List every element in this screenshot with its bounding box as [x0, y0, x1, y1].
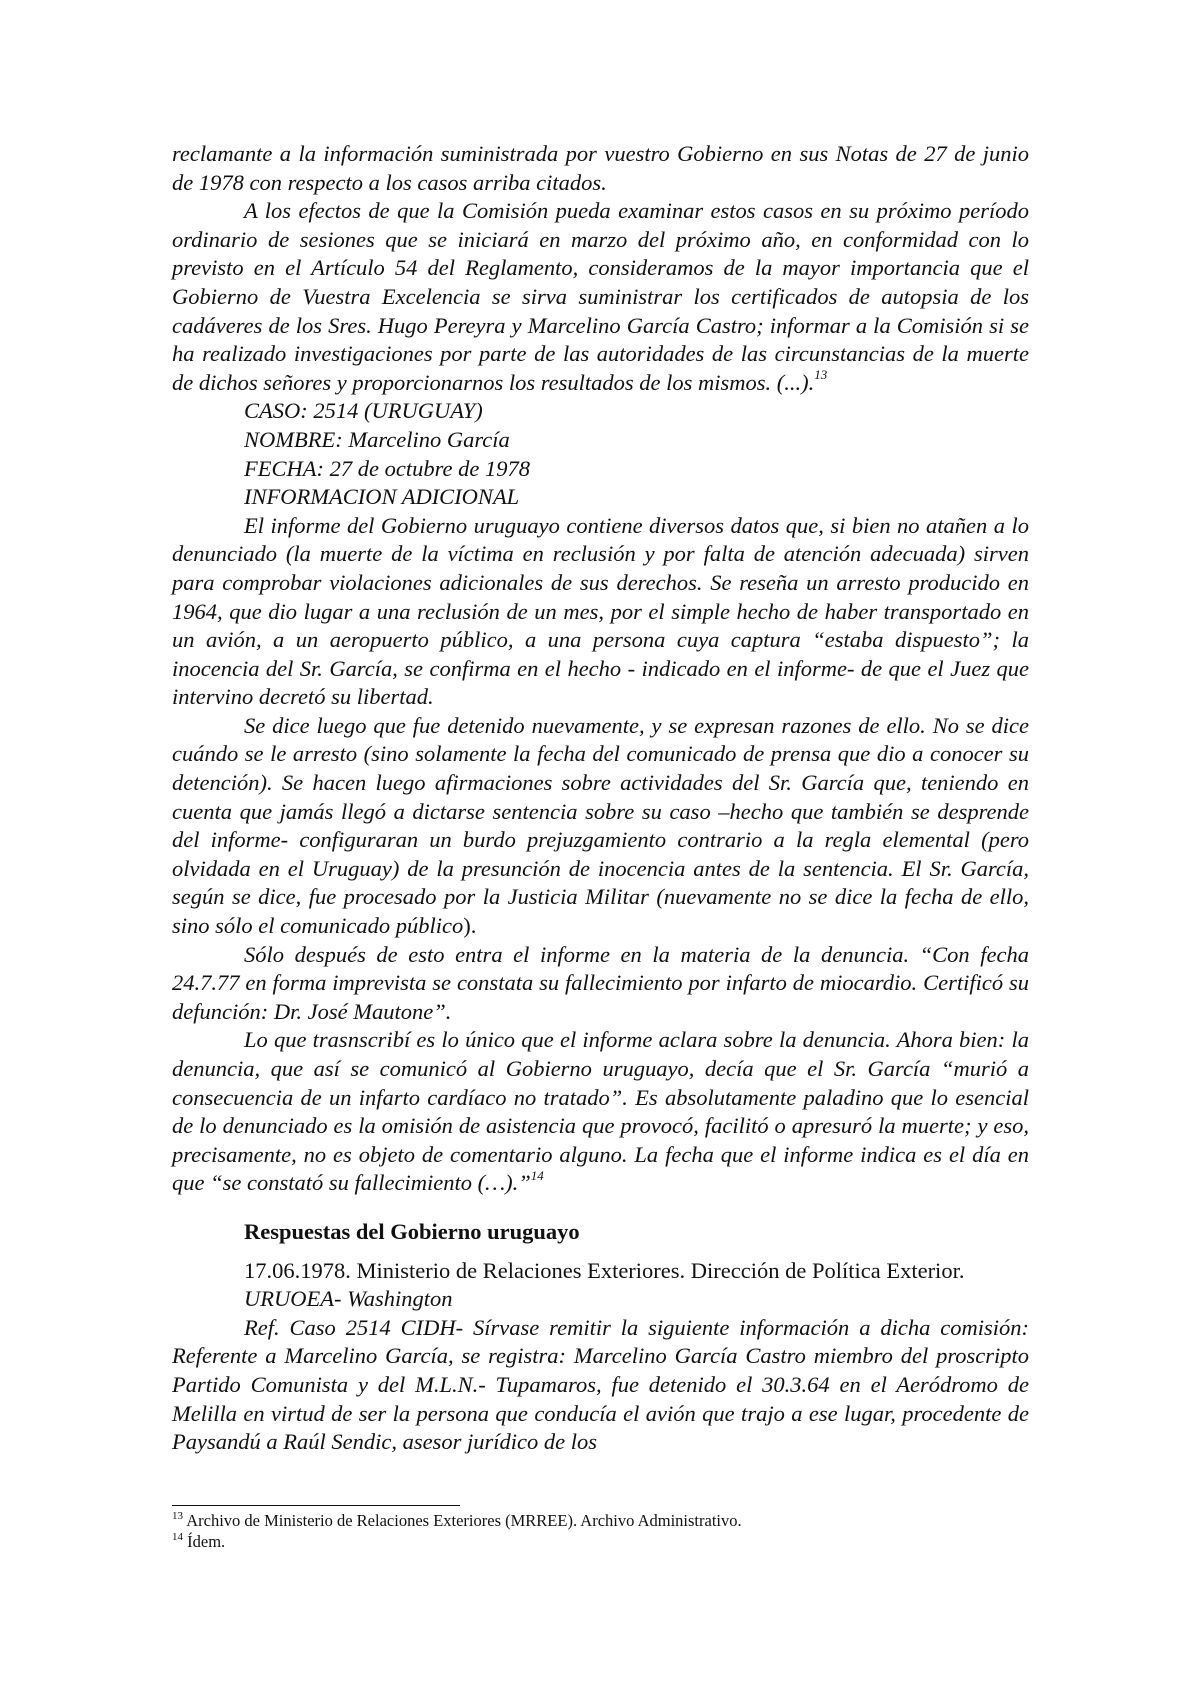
paragraph: Lo que trasnscribí es lo único que el informe aclara sobre la denuncia. Ahora bien: la denuncia, que así se comunicó al Gobierno uruguayo, decía que el Sr. García “murió a consecuencia de un infarto cardíaco no tratado”. Es absolutamente paladino que lo esencial de lo denunciado es la omisión de asistencia que provocó, facilitó o apresuró la muerte; y eso, precisamente, no es objeto de comentario alguno. La fecha que el informe indica es el día en que “se constató su fallecimiento (…).”$^{14}$: [172, 1027, 1029, 1196]
footnote-divider: [172, 1505, 460, 1506]
footnote-ref[interactable]: 14: [530, 1167, 544, 1183]
footnote: [172, 1531, 1029, 1552]
paragraph: Sólo después de esto entra el informe en la materia de la denuncia. “Con fecha 24.7.77 en forma imprevista se constata su fallecimiento por infarto de miocardio. Certificó su defunción: Dr. José Mautone”.: [172, 941, 1029, 1024]
case-number: CASO: 2514 (URUGUAY): [244, 398, 483, 424]
footnotes: [172, 1510, 1029, 1552]
dispatch-recipient: URUOEA- Washington: [244, 1286, 453, 1312]
case-name: NOMBRE: Marcelino García: [244, 426, 510, 452]
dispatch-line: 17.06.1978. Ministerio de Relaciones Exteriores. Dirección de Política Exterior.: [244, 1257, 965, 1283]
paragraph: Se dice luego que fue detenido nuevamente, y se expresan razones de ello. No se dice cuándo se le arresto (sino solamente la fecha del comunicado de prensa que dio a conocer su detención). Se hacen luego afirmaciones sobre actividades del Sr. García que, teniendo en cuenta que jamás llegó a dictarse sentencia sobre su caso –hecho que también se desprende del informe- configuraran un burdo prejuzgamiento contrario a la regla elemental (pero olvidada en el Uruguay) de la presunción de inocencia antes de la sentencia. El Sr. García, según se dice, fue procesado por la Justicia Militar (nuevamente no se dice la fecha de ello, sino sólo el comunicado público).: [172, 712, 1029, 939]
paragraph-close: ).: [463, 913, 477, 939]
footnote-text: Archivo de Ministerio de Relaciones Exteriores (MRREE). Archivo Administrativo.: [186, 1511, 742, 1530]
paragraph: El informe del Gobierno uruguayo contiene diversos datos que, si bien no atañen a lo denunciado (la muerte de la víctima en reclusión y por falta de atención adecuada) sirven para comprobar violaciones adicionales de sus derechos. Se reseña un arresto producido en 1964, que dio lugar a una reclusión de un mes, por el simple hecho de haber transportado en un avión, a un aeropuerto público, a una persona cuya captura “estaba dispuesto”; la inocencia del Sr. García, se confirma en el hecho - indicado en el informe- de que el Juez que intervino decretó su libertad.: [172, 512, 1029, 710]
paragraph: A los efectos de que la Comisión pueda examinar estos casos en su próximo período ordinario de sesiones que se iniciará en marzo del próximo año, en conformidad con lo previsto en el Artículo 54 del Reglamento, consideramos de la mayor importancia que el Gobierno de Vuestra Excelencia se sirva suministrar los certificados de autopsia de los cadáveres de los Sres. Hugo Pereyra y Marcelino García Castro; informar a la Comisión si se ha realizado investigaciones por parte de las autoridades de las circunstancias de la muerte de dichos señores y proporcionarnos los resultados de los mismos. (...).$^{13}$: [172, 198, 1029, 395]
footnote-ref[interactable]: 13: [814, 367, 828, 383]
paragraph: reclamante a la información suministrada por vuestro Gobierno en sus Notas de 27 de junio de 1978 con respecto a los casos arriba citados.: [172, 141, 1029, 195]
footnote-text: Ídem.: [187, 1532, 226, 1551]
paragraph: Ref. Caso 2514 CIDH- Sírvase remitir la siguiente información a dicha comisión: Referente a Marcelino García, se registra: Marcelino García Castro miembro del proscripto Partido Comunista y del M.L.N.- Tupamaros, fue detenido el 30.3.64 en el Aeródromo de Melilla en virtud de ser la persona que conducía el avión que trajo a ese lugar, procedente de Paysandú a Raúl Sendic, asesor jurídico de los: [172, 1314, 1029, 1455]
footnote-number: 14: [172, 1530, 183, 1543]
footnote-number: 13: [172, 1509, 183, 1522]
case-date: FECHA: 27 de octubre de 1978: [244, 455, 530, 481]
footnote: [172, 1510, 1029, 1531]
body-text: [172, 140, 1029, 1457]
section-heading: Respuestas del Gobierno uruguayo: [244, 1218, 580, 1244]
case-additional-info: INFORMACION ADICIONAL: [244, 484, 520, 510]
